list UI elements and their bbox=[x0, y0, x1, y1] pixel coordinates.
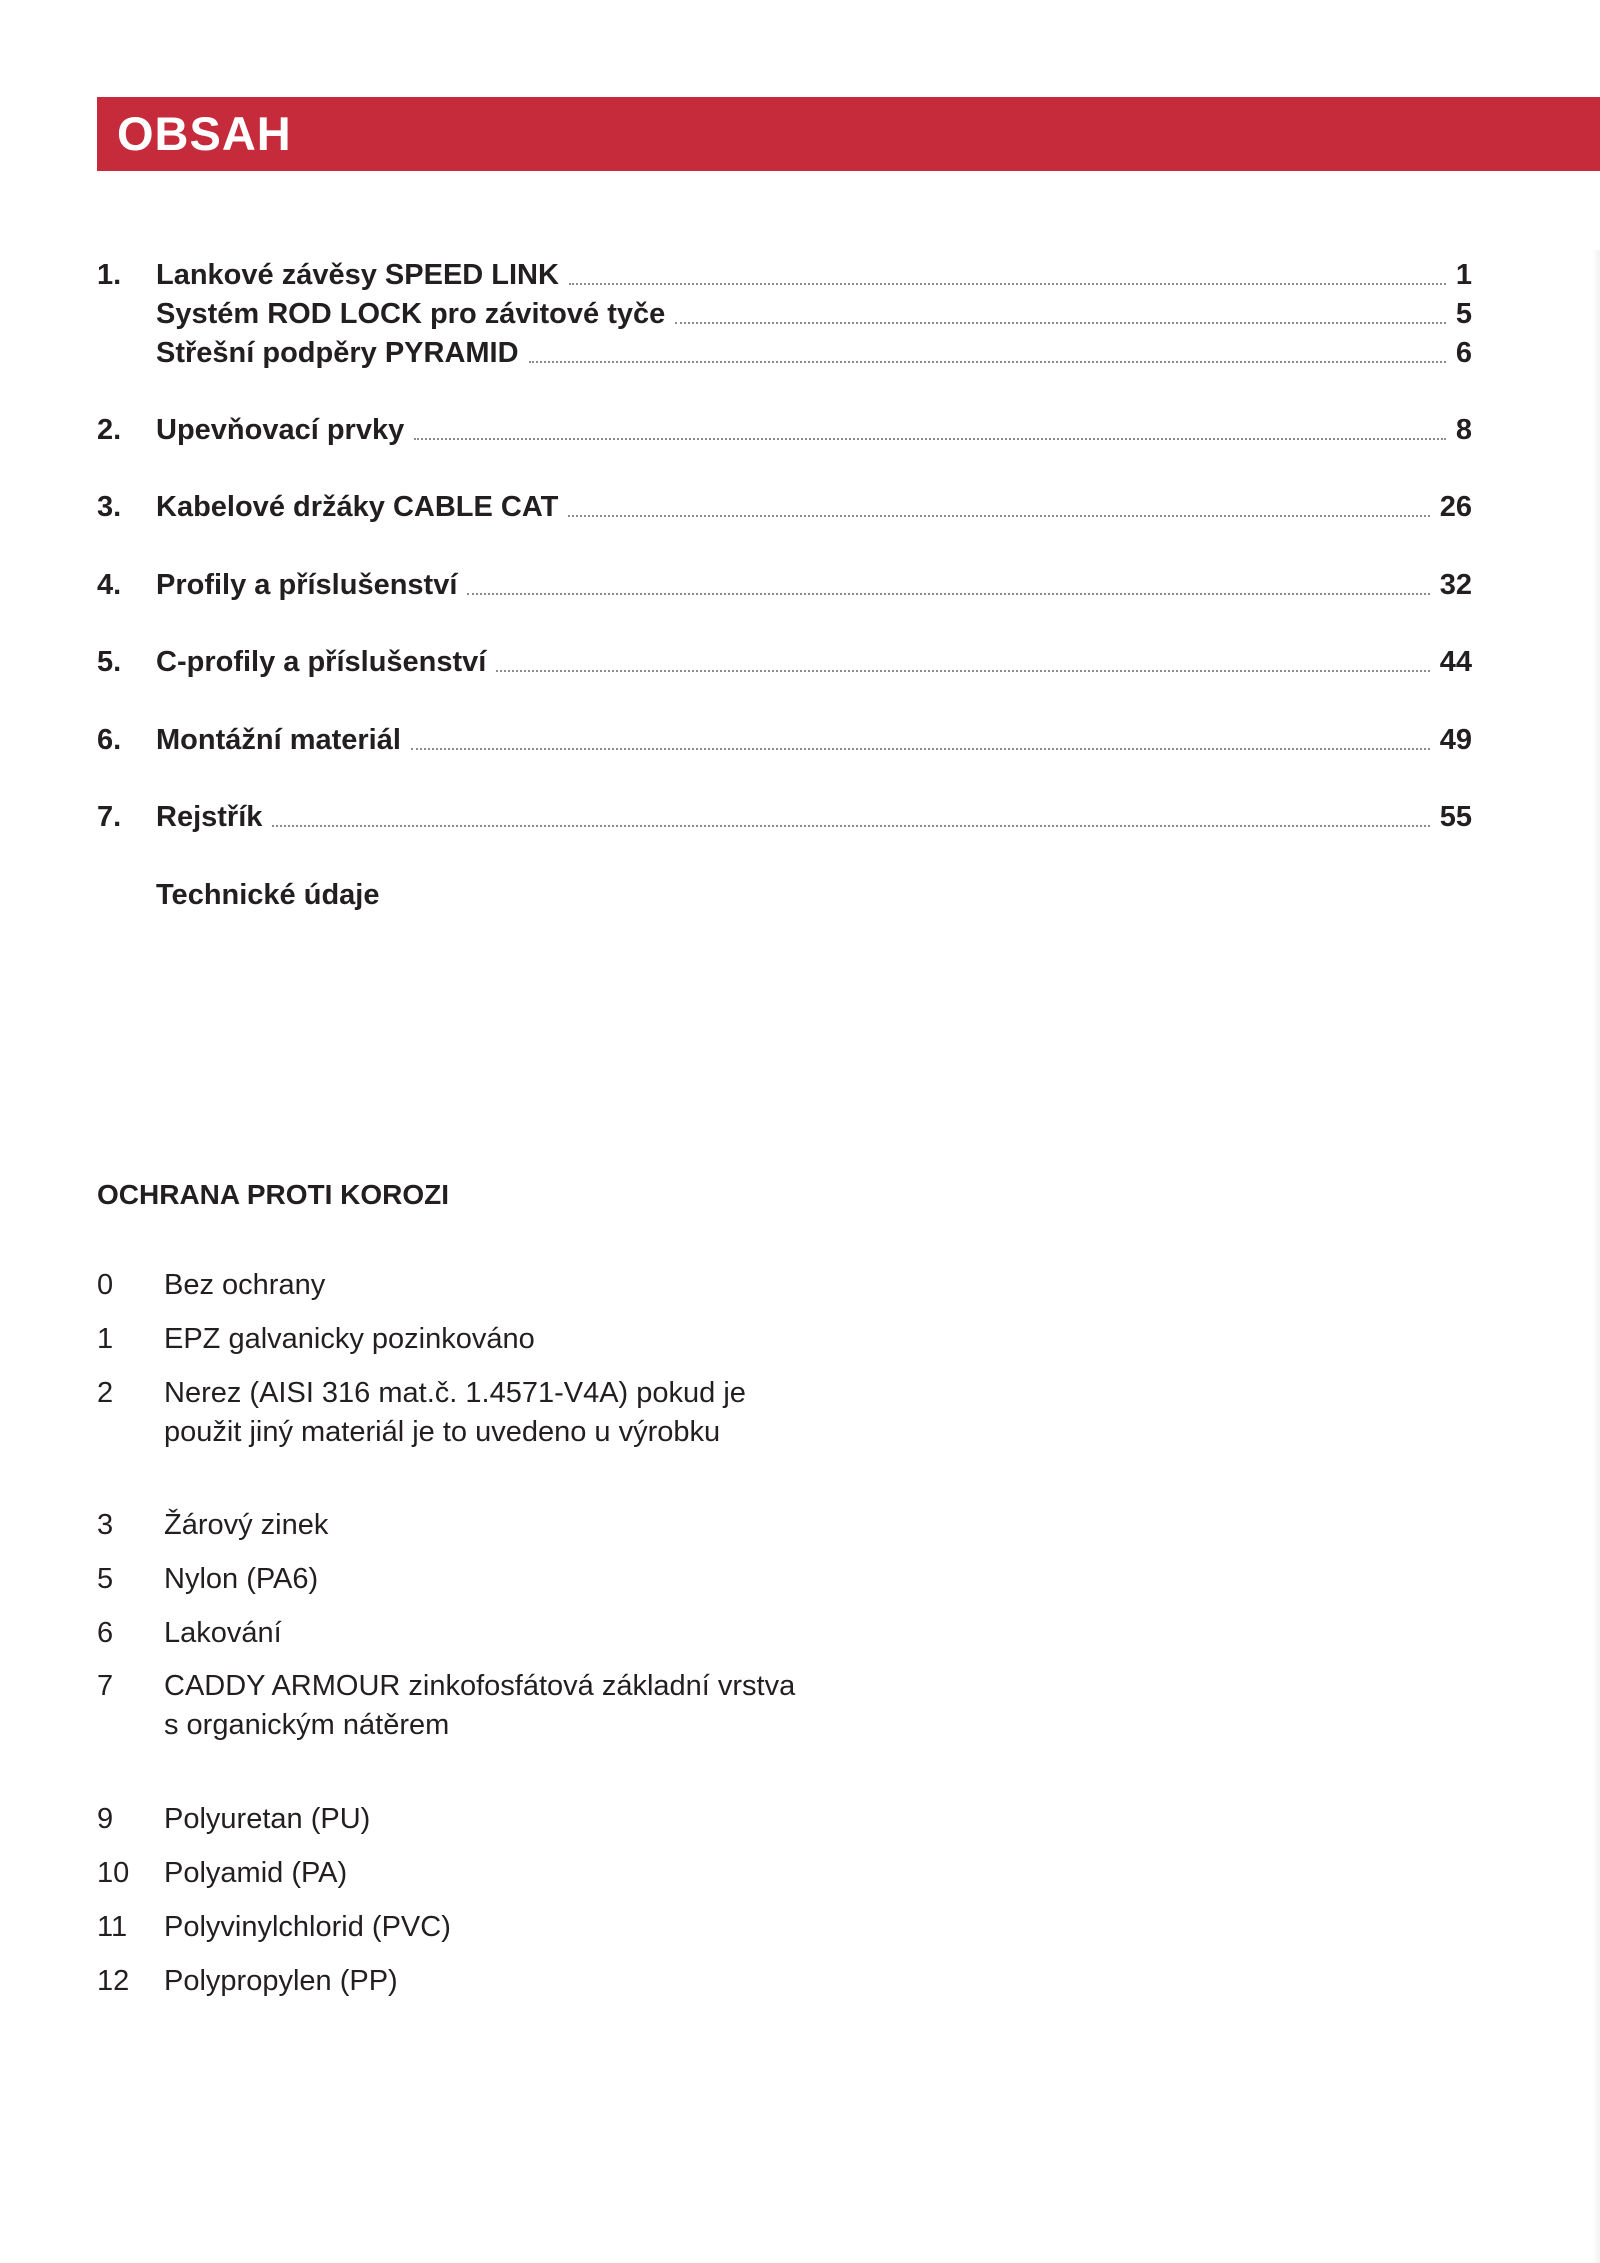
list-item bbox=[97, 1667, 797, 1745]
corrosion-description: Polypropylen (PP) bbox=[164, 1965, 398, 1997]
toc-entry-number: 4. bbox=[97, 569, 122, 601]
toc-entry-number: 7. bbox=[97, 801, 122, 833]
toc-entry-number: 6. bbox=[97, 724, 122, 756]
list-item bbox=[97, 1320, 797, 1359]
toc-entry-label: Technické údaje bbox=[156, 879, 380, 911]
toc-entry-label: C-profily a příslušenství bbox=[156, 646, 487, 678]
corrosion-code: 6 bbox=[97, 1617, 114, 1649]
corrosion-code: 11 bbox=[97, 1911, 128, 1943]
toc-entry-label: Upevňovací prvky bbox=[156, 414, 405, 446]
list-item bbox=[97, 1374, 797, 1452]
corrosion-description: Žárový zinek bbox=[164, 1509, 329, 1541]
toc-entry-page: 49 bbox=[1439, 724, 1472, 756]
corrosion-description: Polyamid (PA) bbox=[164, 1857, 348, 1889]
toc-entry-page: 6 bbox=[1455, 337, 1472, 369]
toc-entry[interactable] bbox=[97, 333, 1472, 373]
toc-entry-page: 44 bbox=[1439, 646, 1472, 678]
list-item bbox=[97, 1800, 797, 1839]
toc-entry[interactable] bbox=[97, 720, 1472, 760]
list-item bbox=[97, 1854, 797, 1893]
corrosion-code: 1 bbox=[97, 1323, 114, 1355]
toc-dot-leader bbox=[568, 514, 1429, 517]
toc-dot-leader bbox=[414, 437, 1446, 440]
list-item bbox=[97, 1560, 797, 1599]
corrosion-section-title: OCHRANA PROTI KOROZI bbox=[97, 1179, 450, 1210]
toc-entry-page: 5 bbox=[1455, 298, 1472, 330]
toc-entry-page: 1 bbox=[1455, 259, 1472, 291]
list-item bbox=[97, 1614, 797, 1653]
corrosion-description: CADDY ARMOUR zinkofosfátová základní vrstva s organickým nátěrem bbox=[164, 1670, 796, 1741]
toc-entry-label: Profily a příslušenství bbox=[156, 569, 458, 601]
toc-entry-number: 1. bbox=[97, 259, 122, 291]
corrosion-description: Bez ochrany bbox=[164, 1269, 326, 1301]
corrosion-code: 0 bbox=[97, 1269, 114, 1301]
corrosion-code: 9 bbox=[97, 1803, 114, 1835]
corrosion-code: 7 bbox=[97, 1670, 114, 1702]
corrosion-code: 12 bbox=[97, 1965, 130, 1997]
toc-entry-number: 2. bbox=[97, 414, 122, 446]
toc-dot-leader bbox=[675, 321, 1446, 324]
toc-entry[interactable] bbox=[97, 875, 1472, 915]
corrosion-description: EPZ galvanicky pozinkováno bbox=[164, 1323, 535, 1355]
toc-entry-label: Lankové závěsy SPEED LINK bbox=[156, 259, 559, 291]
toc-dot-leader bbox=[272, 824, 1429, 827]
toc-entry[interactable] bbox=[97, 797, 1472, 837]
toc-dot-leader bbox=[411, 747, 1430, 750]
toc-entry-page: 32 bbox=[1439, 569, 1472, 601]
header-bar bbox=[97, 97, 1600, 171]
corrosion-description: Polyvinylchlorid (PVC) bbox=[164, 1911, 451, 1943]
page-title: OBSAH bbox=[117, 107, 292, 160]
list-item bbox=[97, 1506, 797, 1545]
toc-entry[interactable] bbox=[97, 294, 1472, 334]
toc-dot-leader bbox=[467, 592, 1429, 595]
corrosion-code: 3 bbox=[97, 1509, 114, 1541]
corrosion-code: 2 bbox=[97, 1377, 114, 1409]
toc-entry-label: Systém ROD LOCK pro závitové tyče bbox=[156, 298, 666, 330]
list-item bbox=[97, 1266, 797, 1305]
toc-entry[interactable] bbox=[97, 642, 1472, 682]
corrosion-description: Polyuretan (PU) bbox=[164, 1803, 371, 1835]
corrosion-code: 10 bbox=[97, 1857, 130, 1889]
toc-entry[interactable] bbox=[97, 255, 1472, 295]
page-edge-shadow bbox=[1592, 250, 1600, 2263]
toc-entry-number: 3. bbox=[97, 491, 122, 523]
toc-dot-leader bbox=[496, 669, 1429, 672]
toc-entry-label: Montážní materiál bbox=[156, 724, 401, 756]
toc-dot-leader bbox=[529, 360, 1446, 363]
toc-entry-page: 55 bbox=[1439, 801, 1472, 833]
toc-dot-leader bbox=[569, 282, 1446, 285]
toc-entry-page: 8 bbox=[1455, 414, 1472, 446]
list-item bbox=[97, 1962, 797, 2001]
toc-entry-page: 26 bbox=[1439, 491, 1472, 523]
corrosion-code: 5 bbox=[97, 1563, 114, 1595]
toc-entry[interactable] bbox=[97, 565, 1472, 605]
corrosion-description: Lakování bbox=[164, 1617, 282, 1649]
corrosion-description: Nylon (PA6) bbox=[164, 1563, 319, 1595]
toc-entry-label: Rejstřík bbox=[156, 801, 263, 833]
list-item bbox=[97, 1908, 797, 1947]
corrosion-description: Nerez (AISI 316 mat.č. 1.4571-V4A) pokud je použit jiný materiál je to uvedeno u výrobku bbox=[164, 1377, 746, 1448]
toc-entry-label: Kabelové držáky CABLE CAT bbox=[156, 491, 559, 523]
toc-entry[interactable] bbox=[97, 487, 1472, 527]
toc-entry[interactable] bbox=[97, 410, 1472, 450]
toc-entry-label: Střešní podpěry PYRAMID bbox=[156, 337, 519, 369]
toc-entry-number: 5. bbox=[97, 646, 122, 678]
